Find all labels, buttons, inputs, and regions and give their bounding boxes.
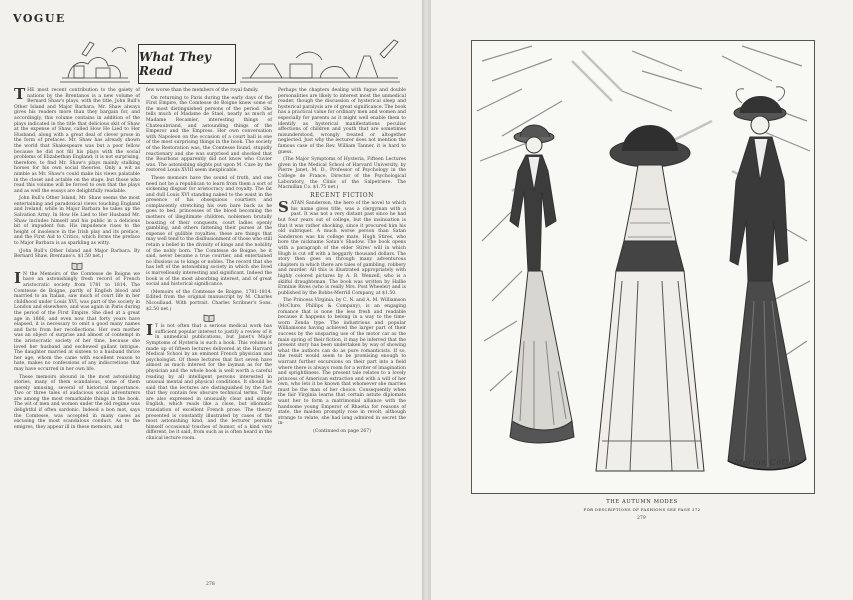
drop-cap-s: S: [278, 198, 289, 217]
fiction-review-paragraph-2: The Princess Virginia, by C. N. and A. M. Williamson (McClure, Phillips & Company), is an engaging romance that is none the less fresh and readable because it happens to belong in a way to the time-worn Zenda type. The industrious and popular Williamsons having achieved the larger part of their success by the unsparing use of the motor car as the main spring of their fiction, it may be inferred that the present story has been undertaken by way of showing what the authors can do as pure romanticists. If so, the result would seem to be promising enough to warrant further excursions on their part into a field where there is always room for a writer of imagination and sprightliness. The present tale relates to a lovely princess of American extraction and with a will of her own, who lets it be known that whomever she marries must be the man of her choice. Consequently when the fair Virginia learns that certain astute diplomats want her to form a matrimonial alliance with the handsome young Emperor of Rhaetia for reasons of state, the maiden promptly rose in revolt, although strange to relate, she had long admired in secret the in-: [278, 298, 406, 427]
illustration-caption: THE AUTUMN MODES: [606, 499, 678, 505]
boigne-review-paragraph-5: These memoirs have the sound of truth, and one need not be a republican to learn from them a sort of sickening disgust for aristocracy and royalty. The fat and dull Louis XVI standing naked to the waist in the presence of his obsequious courtiers and complacently stretching his own bare back as he goes to bed, princesses of the blood becoming the mothers of illegitimate children, noblemen brutally boasting of their conquests, court ladies openly gambling, and others fattening their purses at the expense of gullible royalties, these are things that may well tend to the disillusionment of those who still retain a belief in the divinity of kings and the nobility of the nobly born. The Comtesse de Boigne, be it said, never became a true courtier, and entertained no illusions as to kings or nobles. The record that she has left of the astonishing society in which she lived is marvellously interesting and significant. Indeed the book is of the most absorbing interest, and of great social and historical significance.: [146, 175, 272, 288]
drop-cap-i2: I: [146, 321, 154, 340]
shaw-citation: (John Bull's Other Island and Major Barbara. By Bernard Shaw. Brentano's. $1.50 net.): [14, 248, 140, 260]
fashion-illustration: [471, 40, 815, 494]
page-number-left: 278: [206, 582, 215, 587]
boigne-review-paragraph-3: few worse than the members of the royal family.: [146, 88, 259, 93]
hysteria-citation: (The Major Symptoms of Hysteria, Fifteen Lectures given in the Medical School of Harvard University, by Pierre Janet, M. D., Professor of Psychology in the College de France, Director of the Psychological Laboratory, the Clinic of the Salpetriere. The Macmillan Co. $1.75 net.): [278, 157, 406, 191]
boigne-citation: (Memoirs of the Comtesse de Boigne, 1781-1814. Edited from the original manuscript by M. Charles Nicoullaud. With portrait. Charles Scribner's Sons. $2.50 net.): [146, 289, 272, 312]
illustration-subcaption: FOR DESCRIPTIONS OF FASHIONS SEE PAGE 272: [583, 507, 701, 512]
header-title: What They Read: [138, 44, 236, 84]
fiction-review-paragraph-1: ATAN Sanderson, the hero of the novel to which his name gives title, was a clergyman with a past. It was not a very distant past since he had but four years out of college, but the insinuation is that it was rather shocking, since it procured him his old subriquet. A much worse person than Satan Sanderson was his college mate, Hugh Stires, who bore the nickname Satan's Shadow. The book opens with a paragraph of the elder Stires' will in which Hugh is cut off with a beggarly thousand dollars. The story then goes on through many adventurous chapters in which there are tales of gambling, robbery and murder. All this is illustrated appropriately with highly colored pictures by A. B. Wenzell, who is a skilful draughtsman. The book was written by Hallie Erminie Rives (who is really Mrs. Post Wheeler) and is published by the Bobbs-Merrill Company, at $1.50.: [278, 201, 406, 296]
boigne-review-paragraph-4: On returning to Paris during the early days of the First Empire, the Comtesse de Boigne knew some of the most distinguished persons of the period. She tells much of Madame de Stael, nearly as much of Madame Recamier, interesting things of Chateaubriand, and astounding things of the Emperor and the Empress. Her own conversation with Napoleon on the occasion of a court ball is one of the most surprising things in the book. The society of the Restoration was, the Comtesse found, stupidly reactionary and she was surprised and shocked that the Bourbons apparently did not know who Cuvier was. The astonishing slights put upon M. Caze by the restored Louis XVIII seem inexplicable.: [146, 95, 272, 174]
fashion-drawing: [472, 41, 814, 493]
right-page: [431, 0, 853, 600]
page-gutter: [422, 0, 431, 600]
column-2: [146, 88, 272, 444]
column-1: [14, 85, 140, 432]
drop-cap-i: I: [14, 268, 22, 287]
boigne-review-paragraph-2: These memoirs abound in the most astonishing stories, many of them scandalous, some of them merely amusing, several of historical importance. Two or three tales of audacious social adventurers are among the most remarkable things in the book. The wit of men and women under the old regime was delightful if often sardonic. Indeed a bon mot, says the Comtesse, was accepted in many cases as excusing the most scandalous conduct. As to the emigres, they appear ill in these memoirs, and: [14, 374, 140, 430]
shaw-review-paragraph-1: HE most recent contribution to the gaiety of nations by the Brentanos is a new volume of Bernard Shaw's plays, with the title, John Bull's Other Island and Major Barbara. Mr. Shaw always gives his readers more than they bargain for, and accordingly, this volume contains in addition of the plays indicated in the title that delicious skit of Shaw at the expense of Shaw, called How He Lied to Her Husband, along with a great deal of clever prose in the form of prefaces. Mr. Shaw has already shown the world that Shakespeare was but a poor fellow because he did not fill his plays with the social problems of Elizabethan England; it is not surprising, therefore, to find Mr. Shaw's plays mainly stalking horses for his own social theories. Only a wit as nimble as Mr. Shaw's could make his views palatable in the closet and actable on the stage, but those who read this volume will be forced to own that the plays and as well the essays are delightfully readable.: [14, 88, 140, 194]
continued-note: (Continued on page 267): [313, 429, 371, 435]
book-ornament-icon: [203, 314, 215, 322]
boigne-review-paragraph-1: N the Memoirs of the Comtesse de Boigne we have an astonishingly fresh record of French aristocratic society from 1781 to 1814. The Comtesse de Boigne, partly of English blood and married to an Italian, saw much of court life in her childhood under Louis XVI, was part of the society in London and elsewhere, and was again in Paris during the period of the First Empire. She died at a great age in 1866, and even now that forty years have elapsed, it is necessary to omit a good many names and facts from her recollections. Her own mother was an object of surprise and almost of contempt in the aristocratic society of her time, because she loved her husband and eschewed gallant intrigue. The daughter married at sixteen to a husband thrice her age, whom the came with excellent reason to hate, makes no confessions of any indiscretions that may have occurred in her own life.: [14, 271, 140, 372]
artist-signature: Marion Cotton: [734, 458, 800, 467]
hysteria-review-paragraph-2: Perhaps the chapters dealing with fugue and double personalities are likely to interest most the unmedical reader, though the discussion of hysterical sleep and hysterical paralysis are of great significance. The book has a practical value for ordinary men and women and especially for parents as it might well enable them to identify as hysterical manifestations peculiar affections of children and youth that are sometimes misunderstood, wrongly treated or altogether neglected. Just why the lecturer does not mention the famous case of the Rev. William Tanner, it is hard to guess.: [278, 88, 406, 155]
hysteria-review-paragraph-1: T is not often that a serious medical work has sufficient popular interest to justify a review of it in unmedical publications, but Janet's Major Symptoms of Hysteria is such a book. This volume is made up of fifteen lectures delivered at the Harvard Medical School by an eminent French physician and psychologist. Of these lectures that fact seven have almost as much interest for the layman as for the physician and the whole book is well worth a careful reading by all intelligent persons interested in unusual mental and physical conditions. It should be said that the lectures are distinguished by the fact that they contain few obscure technical terms. They are also expressed in unusually clear and simple English, which reads like a close, but idiomatic translation of excellent French prose. The theory presented is constantly illustrated by cases of the most astonishing kind, and the lecturer permits himself occasional touches of humor, of a kind very different, be it said, from such as is often heard in the clinical lecture room.: [146, 324, 272, 442]
figure-middle: [596, 126, 704, 472]
recent-fiction-heading: RECENT FICTION: [310, 191, 374, 199]
shaw-review-paragraph-2: John Bull's Other Island, Mr. Shaw seems the most entertaining and paradoxical views touching England and Ireland, while in Major Barbara he takes up the Salvation Army. In How He Lied to Her Husband Mr. Shaw includes himself and his public in a delicious bit of impudent fun. His impudence rises to the height of insolence in the Irish play and its preface, and the First Aid to Critics, which forms the preface to Major Barbara is as sparkling as witty.: [14, 196, 140, 247]
figure-left: [510, 125, 574, 443]
drop-cap-t: T: [14, 85, 26, 103]
page-number-right: 279: [637, 516, 646, 521]
book-ornament-icon: [71, 262, 83, 270]
left-page: [0, 0, 422, 600]
column-3: [278, 88, 406, 437]
magazine-brand: VOGUE: [13, 12, 66, 25]
